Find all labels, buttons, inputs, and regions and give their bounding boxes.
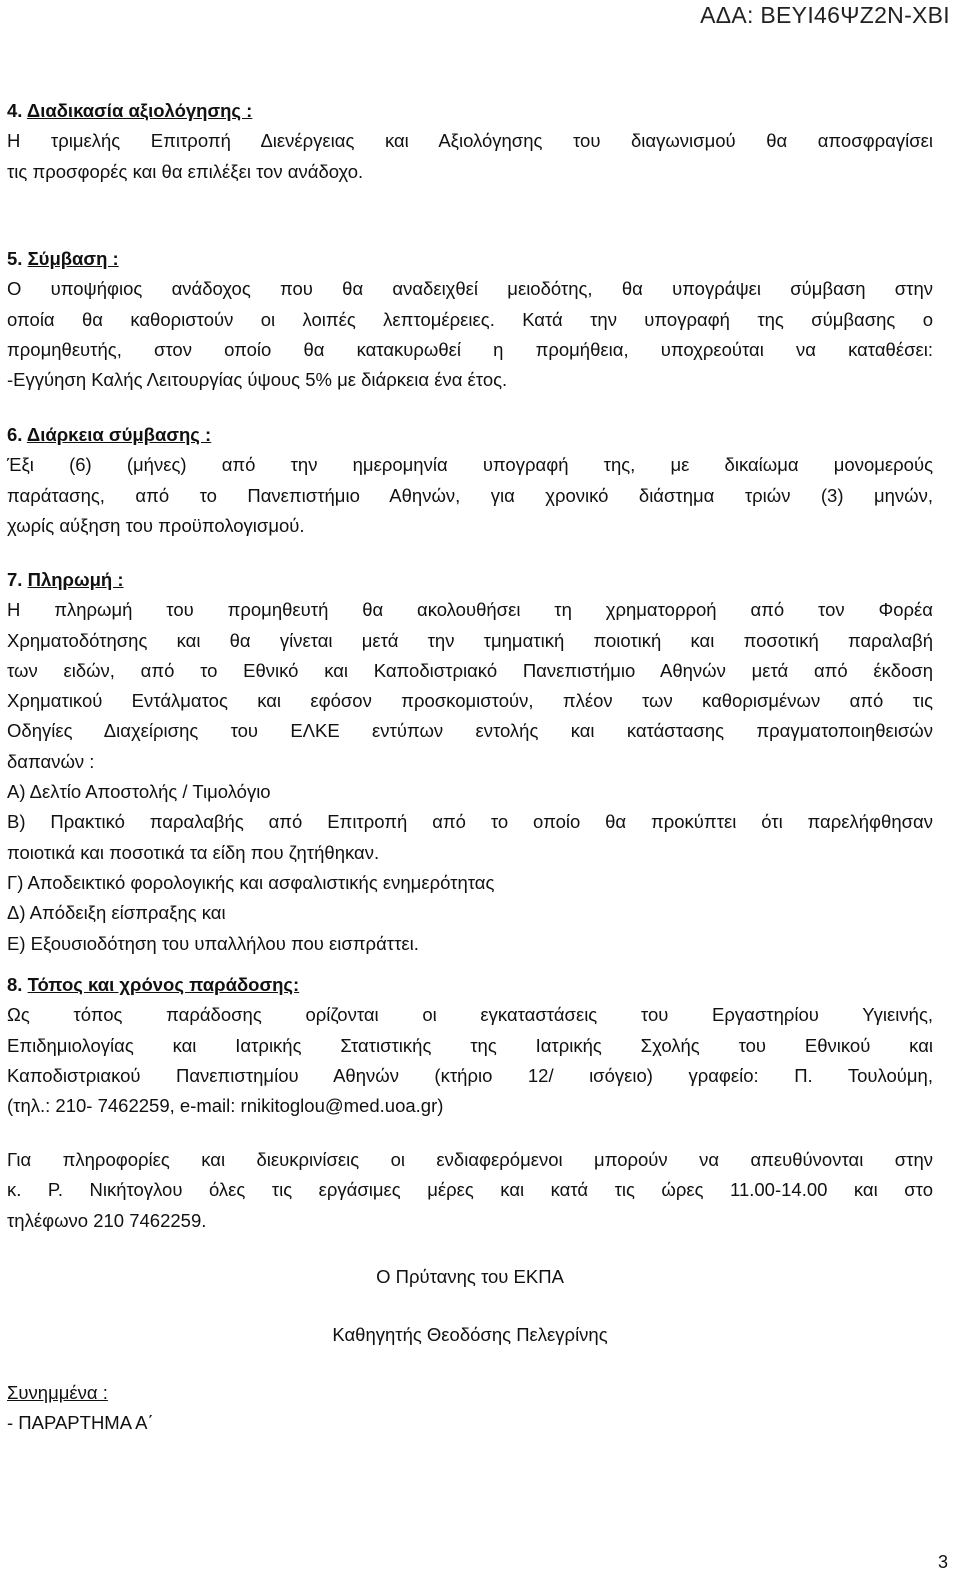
paragraph-line: χωρίς αύξηση του προϋπολογισμού. — [7, 514, 305, 536]
section-delivery — [7, 970, 933, 1121]
attachments — [7, 1378, 933, 1439]
paragraph-line: Ο υποψήφιος ανάδοχος που θα αναδειχθεί μειοδότης, θα υπογράψει σύμβαση στην — [7, 278, 933, 300]
paragraph-line: Η πληρωμή του προμηθευτή θα ακολουθήσει τη χρηματορροή από τον Φορέα — [7, 599, 933, 621]
paragraph-line: Επιδημιολογίας και Ιατρικής Στατιστικής της Ιατρικής Σχολής του Εθνικού και — [7, 1034, 933, 1056]
section-contract — [7, 244, 933, 395]
attachments-label: Συνημμένα : — [7, 1382, 108, 1403]
list-item: Β) Πρακτικό παραλαβής από Επιτροπή από το οποίο θα προκύπτει ότι παρελήφθησαν — [7, 811, 933, 833]
paragraph-line: τις προσφορές και θα επιλέξει τον ανάδοχο. — [7, 160, 364, 182]
paragraph-line: Οδηγίες Διαχείρισης του ΕΛΚΕ εντύπων εντολής και κατάστασης πραγματοποιηθεισών — [7, 720, 933, 742]
section-4-heading — [7, 96, 933, 126]
attachment-item: - ΠΑΡΑΡΤΗΜΑ Α΄ — [7, 1412, 154, 1434]
paragraph-line: τηλέφωνο 210 7462259. — [7, 1209, 207, 1231]
section-number: 8. — [7, 974, 23, 995]
paragraph-line: δαπανών : — [7, 750, 95, 772]
paragraph-line: (τηλ.: 210- 7462259, e-mail: rnikitoglou@med.uoa.gr) — [7, 1095, 444, 1117]
section-title: Σύμβαση : — [27, 248, 119, 269]
paragraph-line: Καποδιστριακού Πανεπιστημίου Αθηνών (κτήριο 12/ ισόγειο) γραφείο: Π. Τουλούμη, — [7, 1064, 933, 1086]
paragraph-line: των ειδών, από το Εθνικό και Καποδιστριακό Πανεπιστήμιο Αθηνών μετά από έκδοση — [7, 659, 933, 681]
paragraph-line: Ως τόπος παράδοσης ορίζονται οι εγκαταστάσεις του Εργαστηρίου Υγιεινής, — [7, 1004, 933, 1026]
section-title: Διαδικασία αξιολόγησης : — [26, 100, 253, 121]
section-payment — [7, 565, 933, 959]
ada-code: ΑΔΑ: ΒΕΥΙ46ΨΖ2Ν-ΧΒΙ — [700, 2, 950, 28]
section-evaluation — [7, 96, 933, 187]
list-item: Γ) Αποδεικτικό φορολογικής και ασφαλιστικής ενημερότητας — [7, 871, 495, 893]
paragraph-line: Χρηματοδότησης και θα γίνεται μετά την τμηματική ποιοτική και ποσοτική παραλαβή — [7, 629, 933, 651]
signature-name: Καθηγητής Θεοδόσης Πελεγρίνης — [332, 1324, 608, 1345]
paragraph-line: προμηθευτής, στον οποίο θα κατακυρωθεί η προμήθεια, υποχρεούται να καταθέσει: — [7, 338, 933, 360]
contact-info — [7, 1145, 933, 1236]
paragraph-line: κ. Ρ. Νικήτογλου όλες τις εργάσιμες μέρες και κατά τις ώρες 11.00-14.00 και στο — [7, 1179, 933, 1201]
paragraph-line: Χρηματικού Εντάλματος και εφόσον προσκομιστούν, πλέον των καθορισμένων από τις — [7, 690, 933, 712]
section-title: Τόπος και χρόνος παράδοσης: — [27, 974, 300, 995]
signature-role: Ο Πρύτανης του ΕΚΠΑ — [376, 1266, 564, 1287]
list-item: Ε) Εξουσιοδότηση του υπαλλήλου που εισπράττει. — [7, 932, 419, 954]
list-item: Δ) Απόδειξη είσπραξης και — [7, 902, 226, 924]
section-title: Διάρκεια σύμβασης : — [26, 424, 212, 445]
section-5-heading — [7, 244, 933, 274]
section-6-heading — [7, 420, 933, 450]
paragraph-line: ποιοτικά και ποσοτικά τα είδη που ζητήθηκαν. — [7, 841, 380, 863]
page-number: 3 — [937, 1552, 948, 1572]
section-number: 7. — [7, 569, 23, 590]
section-8-heading — [7, 970, 933, 1000]
paragraph-line: οποία θα καθοριστούν οι λοιπές λεπτομέρειες. Κατά την υπογραφή της σύμβασης ο — [7, 308, 933, 330]
paragraph-line: -Εγγύηση Καλής Λειτουργίας ύψους 5% με διάρκεια ένα έτος. — [7, 369, 508, 391]
section-duration — [7, 420, 933, 541]
section-number: 5. — [7, 248, 23, 269]
section-title: Πληρωμή : — [27, 569, 124, 590]
section-7-heading — [7, 565, 933, 595]
paragraph-line: παράτασης, από το Πανεπιστήμιο Αθηνών, για χρονικό διάστημα τριών (3) μηνών, — [7, 484, 933, 506]
paragraph-line: Η τριμελής Επιτροπή Διενέργειας και Αξιολόγησης του διαγωνισμού θα αποσφραγίσει — [7, 130, 933, 152]
list-item: Α) Δελτίο Αποστολής / Τιμολόγιο — [7, 781, 271, 803]
paragraph-line: Έξι (6) (μήνες) από την ημερομηνία υπογραφή της, με δικαίωμα μονομερούς — [7, 454, 933, 476]
section-number: 4. — [7, 100, 23, 121]
section-number: 6. — [7, 424, 23, 445]
paragraph-line: Για πληροφορίες και διευκρινίσεις οι ενδιαφερόμενοι μπορούν να απευθύνονται στην — [7, 1149, 933, 1170]
